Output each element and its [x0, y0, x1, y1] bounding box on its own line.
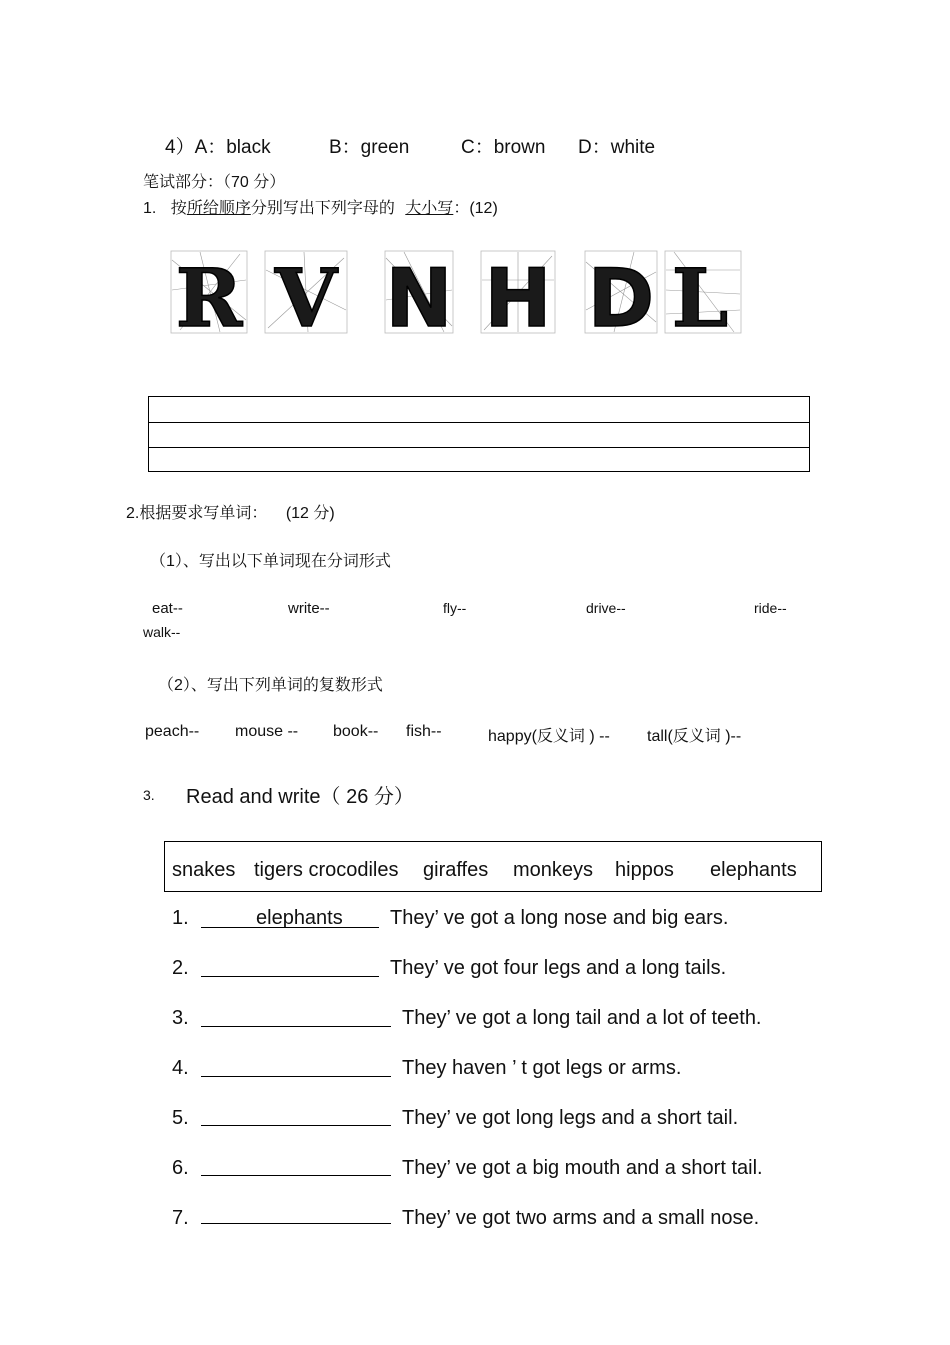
item-number: 3.	[172, 1007, 189, 1029]
letter-h: H	[484, 252, 552, 334]
item-number: 5.	[172, 1107, 189, 1129]
task-2-sub-1-title: （1）、写出以下单词现在分词形式	[150, 553, 391, 570]
word-tall: tall(反义词 )--	[647, 728, 742, 745]
word-ride: ride--	[754, 600, 787, 616]
exercise-item-2	[0, 957, 950, 991]
item-answer: elephants	[256, 907, 343, 929]
task-1-mid: 分别写出下列字母的	[250, 200, 395, 217]
item-sentence: They’ ve got long legs and a short tail.	[402, 1107, 739, 1129]
letter-image-d	[584, 250, 658, 334]
word-fish: fish--	[406, 723, 442, 740]
letter-image-l	[664, 250, 742, 334]
handwriting-lines[interactable]	[148, 396, 810, 472]
item-number: 4.	[172, 1057, 189, 1079]
task-3-number: 3.	[143, 787, 155, 803]
letter-image-h	[480, 250, 556, 334]
item-sentence: They’ ve got a long nose and big ears.	[390, 907, 729, 929]
letter-l: L	[671, 251, 729, 334]
exercise-item-4	[0, 1057, 950, 1091]
task-3-title: Read and write（ 26 分）	[186, 786, 414, 808]
word-bank-monkeys: monkeys	[513, 859, 594, 881]
writing-line	[149, 447, 809, 448]
task-2-score: (12 分)	[285, 505, 335, 522]
item-sentence: They haven ’ t got legs or arms.	[402, 1057, 682, 1079]
exercise-item-5	[0, 1107, 950, 1141]
item-number: 6.	[172, 1157, 189, 1179]
task-2-title: 2.根据要求写单词：	[126, 505, 268, 522]
task-1-post: ：(12)	[453, 200, 498, 217]
exercise-item-6	[0, 1157, 950, 1191]
answer-blank[interactable]	[201, 1223, 391, 1224]
word-bank-tigers-crocodiles: tigers crocodiles	[254, 859, 399, 881]
word-drive: drive--	[586, 600, 626, 616]
word-eat: eat--	[152, 600, 183, 617]
word-bank-elephants: elephants	[710, 859, 797, 881]
exercise-item-7	[0, 1207, 950, 1241]
item-number: 1.	[172, 907, 189, 929]
letter-image-r	[170, 250, 248, 334]
task-2-heading	[126, 500, 335, 523]
task-1-number: 1.	[143, 200, 157, 217]
letter-n: N	[385, 252, 453, 334]
word-bank-hippos: hippos	[615, 859, 674, 881]
letter-image-v	[264, 250, 348, 334]
letter-v: V	[274, 251, 338, 334]
task-2-sub-2-title: （2）、写出下列单词的复数形式	[158, 677, 383, 694]
word-book: book--	[333, 723, 379, 740]
item-sentence: They’ ve got four legs and a long tails.	[390, 957, 727, 979]
writing-line	[149, 422, 809, 423]
task-1-underline-2: 大小写	[405, 200, 454, 217]
exercise-item-3	[0, 1007, 950, 1041]
answer-blank[interactable]	[201, 1125, 391, 1126]
word-bank	[164, 841, 822, 892]
word-bank-snakes: snakes	[172, 859, 236, 881]
word-walk: walk--	[143, 624, 181, 640]
word-bank-giraffes: giraffes	[423, 859, 489, 881]
exercise-item-1	[0, 907, 950, 941]
option-d: D：white	[578, 137, 656, 158]
task-1-instruction	[143, 195, 498, 218]
word-fly: fly--	[443, 600, 467, 616]
answer-blank[interactable]	[201, 1175, 391, 1176]
item-sentence: They’ ve got a big mouth and a short tail.	[402, 1157, 763, 1179]
answer-blank[interactable]	[201, 1076, 391, 1077]
item-sentence: They’ ve got two arms and a small nose.	[402, 1207, 760, 1229]
letter-image-n	[384, 250, 454, 334]
letter-r: R	[175, 251, 243, 334]
letter-images	[170, 250, 750, 336]
answer-blank[interactable]	[201, 927, 379, 928]
letter-d: D	[587, 252, 655, 334]
option-b: B：green	[329, 137, 410, 158]
item-number: 2.	[172, 957, 189, 979]
task-1-pre: 按	[170, 200, 187, 217]
option-c: C：brown	[461, 137, 546, 158]
item-number: 7.	[172, 1207, 189, 1229]
written-section-heading: 笔试部分：（70 分）	[143, 174, 286, 191]
word-mouse: mouse --	[235, 723, 299, 740]
option-a: 4）A：black	[165, 137, 271, 158]
word-happy: happy(反义词 ) --	[488, 728, 610, 745]
word-peach: peach--	[145, 723, 200, 740]
answer-blank[interactable]	[201, 1026, 391, 1027]
word-write: write--	[288, 600, 330, 617]
item-sentence: They’ ve got a long tail and a lot of teeth.	[402, 1007, 762, 1029]
task-1-underline-1: 所给顺序	[186, 200, 251, 217]
answer-blank[interactable]	[201, 976, 379, 977]
